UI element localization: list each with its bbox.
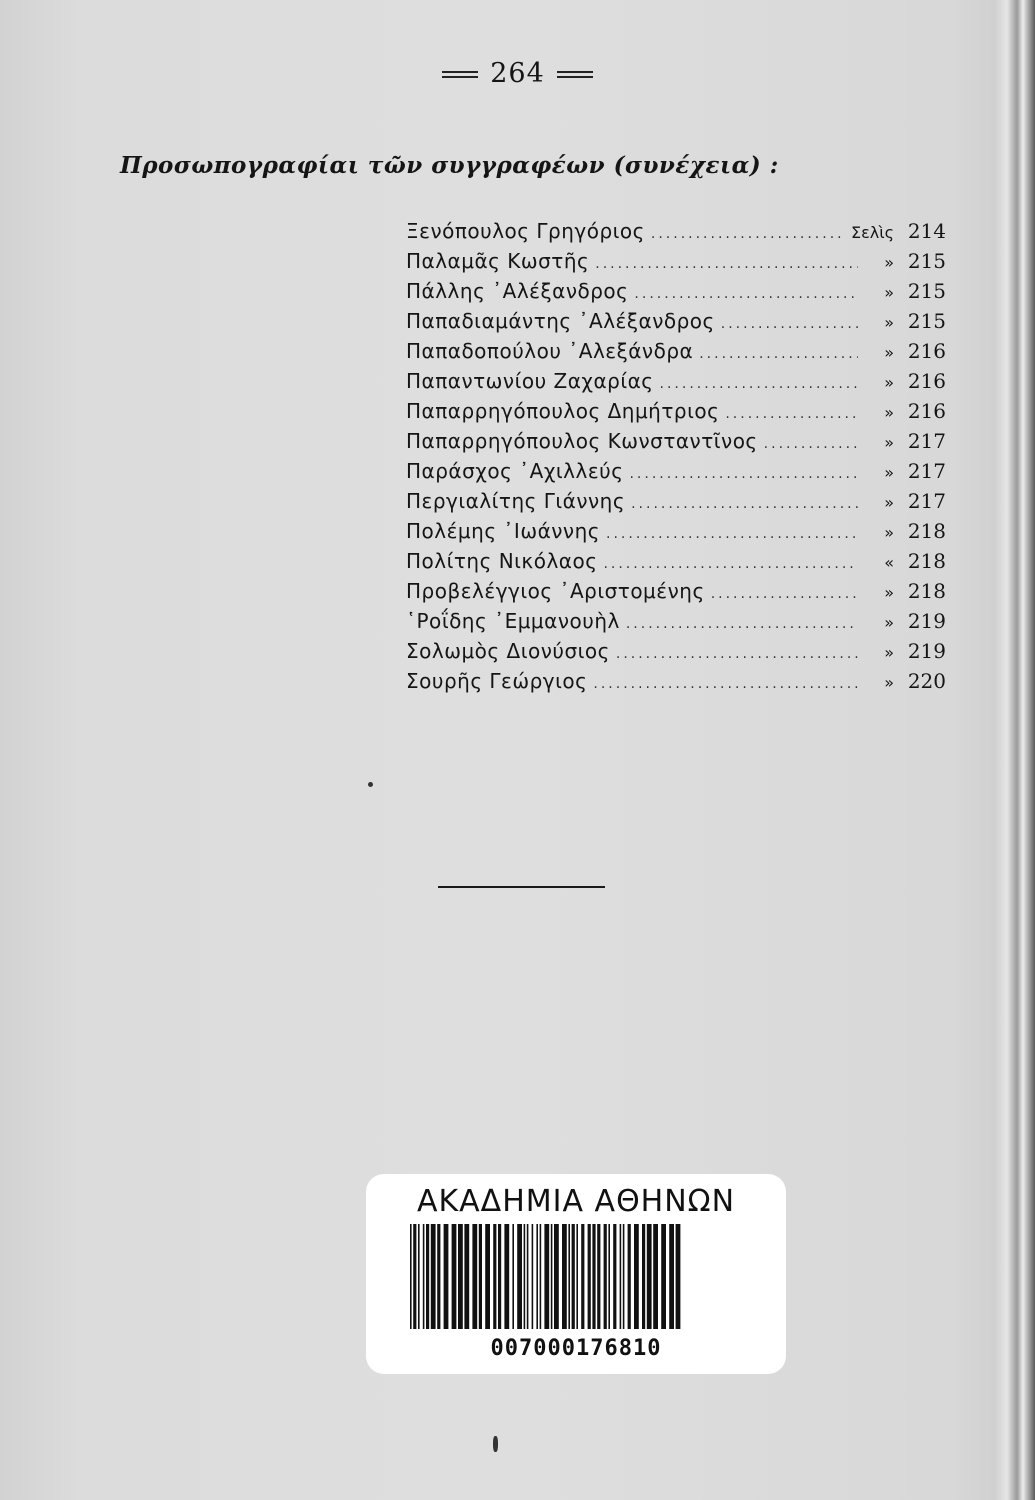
library-stamp (366, 1174, 786, 1374)
toc-entry (406, 639, 946, 669)
barcode-bar (458, 1224, 463, 1329)
toc-entry-page: 215 (907, 249, 946, 273)
toc-leader-dots (631, 496, 858, 512)
barcode-bar (444, 1224, 449, 1329)
toc-entry-page: 214 (907, 219, 946, 243)
barcode-bar (562, 1224, 567, 1329)
stamp-barcode-number: 007000176810 (490, 1336, 662, 1361)
toc-leader-dots (725, 406, 858, 422)
barcode-bar (437, 1224, 440, 1329)
barcode-bar (431, 1224, 436, 1329)
barcode-bar (426, 1224, 429, 1329)
toc-entry-prefix: » (884, 523, 894, 542)
toc-entry-prefix: » (884, 313, 894, 332)
toc-entry (406, 669, 946, 699)
toc-entry-prefix: « (884, 553, 894, 572)
toc-leader-dots (595, 256, 858, 272)
toc-entry (406, 609, 946, 639)
barcode-bar (554, 1224, 559, 1329)
barcode-bar (413, 1224, 416, 1329)
toc-entry-name: Παλαμᾶς Κωστῆς (406, 249, 590, 273)
toc-entry-prefix: » (884, 283, 894, 302)
page-number-rule-right (557, 71, 593, 78)
toc-entry (406, 459, 946, 489)
barcode-bar (423, 1224, 425, 1329)
barcode-bar (452, 1224, 457, 1329)
barcode-bar (581, 1224, 584, 1329)
toc-entry-name: Παπαντωνίου Ζαχαρίας (406, 369, 654, 393)
page-edge-shadow (995, 0, 1035, 1500)
barcode-bar (504, 1224, 509, 1329)
toc-entry-page: 215 (907, 279, 946, 303)
barcode-bar (479, 1224, 482, 1329)
stamp-institution: ΑΚΑΔΗΜΙΑ ΑΘΗΝΩΝ (416, 1184, 736, 1219)
toc-entry-name: Πολίτης Νικόλαος (406, 549, 598, 573)
barcode-bar (642, 1224, 645, 1329)
toc-entry-prefix: » (884, 373, 894, 392)
toc-leader-dots (651, 226, 845, 242)
toc-entry-name: Πολέμης ᾿Ιωάννης (406, 519, 601, 543)
toc-entry (406, 489, 946, 519)
toc-entry-name: Σολωμὸς Διονύσιος (406, 639, 610, 663)
toc-entry (406, 309, 946, 339)
toc-entry-name: Περγιαλίτης Γιάννης (406, 489, 626, 513)
barcode-bar (613, 1224, 616, 1329)
ink-speck (368, 782, 373, 787)
toc-entry-page: 217 (907, 489, 946, 513)
toc-entry-prefix: » (884, 583, 894, 602)
toc-entry-prefix: » (884, 493, 894, 512)
toc-entry-page: 217 (907, 459, 946, 483)
barcode-bar (676, 1224, 681, 1329)
barcode-bar (544, 1224, 549, 1329)
toc-entry (406, 579, 946, 609)
barcode-bar (517, 1224, 522, 1329)
toc-leader-dots (699, 346, 858, 362)
toc-entry-page: 216 (907, 369, 946, 393)
barcode-bar (536, 1224, 538, 1329)
barcode-bar (568, 1224, 570, 1329)
toc-leader-dots (626, 616, 858, 632)
toc-entry-name: ῾Ροΐδης ᾿Εμμανουὴλ (406, 609, 620, 633)
barcode-bar (485, 1224, 490, 1329)
barcode-image (410, 1224, 742, 1329)
toc-entry-name: Παπαδοπούλου ᾿Αλεξάνδρα (406, 339, 694, 363)
barcode-bar (418, 1224, 420, 1329)
toc-leader-dots (616, 646, 858, 662)
toc-leader-dots (629, 466, 858, 482)
barcode-bar (597, 1224, 600, 1329)
toc-leader-dots (764, 436, 858, 452)
barcode-bar (628, 1224, 631, 1329)
barcode-bar (653, 1224, 658, 1329)
toc-entry (406, 249, 946, 279)
barcode-bar (464, 1224, 469, 1329)
toc-entry-page: 215 (907, 309, 946, 333)
page-number-rule-left (442, 71, 478, 78)
barcode-bar (588, 1224, 591, 1329)
toc-entry-prefix: » (884, 673, 894, 692)
barcode-bar (472, 1224, 477, 1329)
barcode-bar (572, 1224, 575, 1329)
toc-entry (406, 429, 946, 459)
barcode-bar (512, 1224, 514, 1329)
toc-entry-page: 218 (907, 579, 946, 603)
barcode-bar (493, 1224, 496, 1329)
toc-entry-name: Σουρῆς Γεώργιος (406, 669, 588, 693)
toc-entry-name: Πάλλης ᾿Αλέξανδρος (406, 279, 629, 303)
toc-entry-name: Παπαρρηγόπουλος Κωνσταντῖνος (406, 429, 758, 453)
toc-entry-prefix: » (884, 643, 894, 662)
barcode-bar (524, 1224, 526, 1329)
section-heading: Προσωπογραφίαι τῶν συγγραφέων (συνέχεια) : (120, 152, 779, 179)
toc-entry (406, 279, 946, 309)
toc-leader-dots (721, 316, 858, 332)
barcode-bar (410, 1224, 412, 1329)
toc-entry-prefix: » (884, 253, 894, 272)
toc-entry-prefix: » (884, 463, 894, 482)
toc-entry (406, 399, 946, 429)
toc-entry (406, 519, 946, 549)
barcode-bar (620, 1224, 622, 1329)
toc-entry-page: 220 (907, 669, 946, 693)
toc-entry-prefix: Σελὶς (850, 223, 894, 242)
toc-entry-prefix: » (884, 403, 894, 422)
toc-entry-page: 216 (907, 339, 946, 363)
toc-entry-page: 219 (907, 609, 946, 633)
barcode-bar (532, 1224, 534, 1329)
toc-entry-prefix: » (884, 433, 894, 452)
toc-leader-dots (660, 376, 858, 392)
barcode-bar (592, 1224, 595, 1329)
toc-entry-page: 219 (907, 639, 946, 663)
toc-entry-name: Παράσχος ᾿Αχιλλεύς (406, 459, 624, 483)
barcode-bar (540, 1224, 542, 1329)
page-number-line (0, 58, 1035, 89)
barcode-bar (551, 1224, 553, 1329)
barcode-bar (498, 1224, 501, 1329)
toc-entry (406, 219, 946, 249)
toc-entry (406, 549, 946, 579)
toc-leader-dots (593, 676, 858, 692)
section-divider (438, 886, 605, 888)
toc-entry-prefix: » (884, 343, 894, 362)
toc-entry-page: 218 (907, 519, 946, 543)
barcode-bar (576, 1224, 578, 1329)
toc-entry-name: Παπαδιαμάντης ᾿Αλέξανδρος (406, 309, 715, 333)
barcode-bar (634, 1224, 639, 1329)
toc-entry-page: 216 (907, 399, 946, 423)
barcode-bar (604, 1224, 607, 1329)
toc-entry-name: Ξενόπουλος Γρηγόριος (406, 219, 645, 243)
toc-entry (406, 339, 946, 369)
barcode-bar (647, 1224, 652, 1329)
toc-entry-page: 218 (907, 549, 946, 573)
toc-entry-prefix: » (884, 613, 894, 632)
toc-leader-dots (634, 286, 858, 302)
toc-leader-dots (711, 586, 858, 602)
toc-entry-name: Παπαρρηγόπουλος Δημήτριος (406, 399, 720, 423)
page-number: 264 (490, 58, 545, 89)
toc-leader-dots (606, 526, 858, 542)
barcode-bar (661, 1224, 666, 1329)
barcode-bar (669, 1224, 674, 1329)
ink-speck (493, 1436, 498, 1452)
barcode-bar (623, 1224, 625, 1329)
toc-entry-name: Προβελέγγιος ᾿Αριστομένης (406, 579, 705, 603)
toc-entry-page: 217 (907, 429, 946, 453)
table-of-contents (406, 219, 946, 699)
barcode-bar (527, 1224, 529, 1329)
toc-entry (406, 369, 946, 399)
toc-leader-dots (603, 556, 858, 572)
barcode-bar (608, 1224, 610, 1329)
